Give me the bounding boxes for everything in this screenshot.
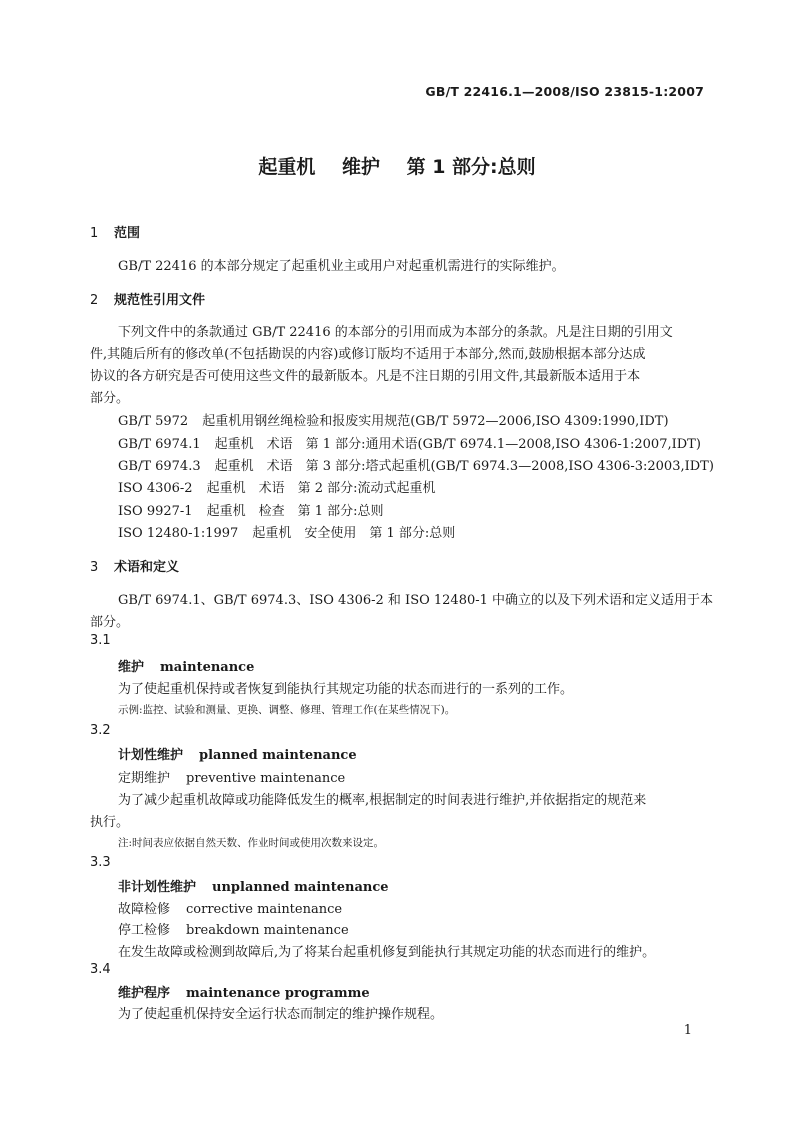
term-en: unplanned maintenance: [212, 880, 389, 895]
term-heading: [118, 982, 370, 1001]
term-example: 示例:监控、试验和测量、更换、调整、修理、管理工作(在某些情况下)。: [118, 704, 456, 716]
term-heading: [118, 876, 389, 895]
reference-title: 起重机 术语 第 3 部分:塔式起重机(GB/T 6974.3—2008,ISO 4306-3:2003,IDT): [214, 459, 714, 474]
term-number: 3.1: [90, 633, 111, 648]
term-heading: [118, 744, 357, 763]
reference-title: 起重机 检查 第 1 部分:总则: [206, 504, 384, 519]
term-synonym: [118, 767, 345, 786]
reference-doc: GB/T 6974.3: [118, 459, 201, 474]
page-title: [0, 152, 794, 179]
reference-doc: ISO 4306-2: [118, 481, 193, 496]
term-heading: [118, 656, 254, 675]
term-note: 注:时间表应依据自然天数、作业时间或使用次数来设定。: [118, 837, 385, 849]
page-number: 1: [683, 1023, 692, 1038]
title-part-2: 维护: [341, 156, 380, 178]
term-cn: 非计划性维护: [118, 880, 197, 895]
term-synonym: [118, 919, 349, 938]
reference-item: [118, 477, 436, 496]
reference-doc: GB/T 5972: [118, 414, 189, 429]
section-title: 术语和定义: [114, 560, 180, 575]
synonym-cn: 定期维护: [118, 771, 171, 786]
scope-text: GB/T 22416 的本部分规定了起重机业主或用户对起重机需进行的实际维护。: [118, 259, 565, 274]
section-number: 3: [90, 560, 99, 575]
synonym-en: corrective maintenance: [186, 902, 343, 917]
term-number: 3.2: [90, 723, 111, 738]
term-en: planned maintenance: [199, 748, 357, 763]
terms-intro-line: GB/T 6974.1、GB/T 6974.3、ISO 4306-2 和 ISO 12480-1 中确立的以及下列术语和定义适用于本: [118, 593, 714, 608]
term-number: 3.3: [90, 855, 111, 870]
term-definition: 为了使起重机保持安全运行状态而制定的维护操作规程。: [118, 1007, 444, 1022]
term-en: maintenance programme: [186, 986, 370, 1001]
section-number: 2: [90, 293, 99, 308]
term-synonym: [118, 898, 342, 917]
term-cn: 维护: [118, 660, 145, 675]
term-cn: 计划性维护: [118, 748, 184, 763]
section-3-heading: [90, 556, 179, 575]
reference-item: [118, 410, 669, 429]
title-part-3: 第 1 部分:总则: [406, 156, 536, 178]
synonym-en: breakdown maintenance: [186, 923, 349, 938]
normative-para-line: 件,其随后所有的修改单(不包括勘误的内容)或修订版均不适用于本部分,然而,鼓励根据本部分达成: [90, 347, 646, 362]
reference-item: [118, 455, 714, 474]
section-1-heading: [90, 222, 140, 241]
reference-title: 起重机 安全使用 第 1 部分:总则: [252, 526, 456, 541]
normative-para-line: 协议的各方研究是否可使用这些文件的最新版本。凡是不注日期的引用文件,其最新版本适用于本: [90, 369, 641, 384]
synonym-en: preventive maintenance: [186, 771, 346, 786]
normative-para-line: 部分。: [90, 391, 130, 406]
reference-title: 起重机 术语 第 2 部分:流动式起重机: [206, 481, 436, 496]
term-definition-line: 执行。: [90, 815, 130, 830]
reference-doc: GB/T 6974.1: [118, 437, 201, 452]
section-number: 1: [90, 226, 99, 241]
reference-item: [118, 433, 701, 452]
term-cn: 维护程序: [118, 986, 171, 1001]
synonym-cn: 故障检修: [118, 902, 171, 917]
term-definition: 在发生故障或检测到故障后,为了将某台起重机修复到能执行其规定功能的状态而进行的维护。: [118, 945, 656, 960]
synonym-cn: 停工检修: [118, 923, 171, 938]
reference-title: 起重机用钢丝绳检验和报废实用规范(GB/T 5972—2006,ISO 4309:1990,IDT): [202, 414, 669, 429]
standard-id: GB/T 22416.1—2008/ISO 23815-1:2007: [425, 84, 704, 99]
reference-item: [118, 522, 455, 541]
term-definition-line: 为了减少起重机故障或功能降低发生的概率,根据制定的时间表进行维护,并依据指定的规范来: [118, 793, 647, 808]
terms-intro-line: 部分。: [90, 615, 130, 630]
title-part-1: 起重机: [258, 156, 316, 178]
term-number: 3.4: [90, 962, 111, 977]
section-title: 规范性引用文件: [114, 293, 206, 308]
reference-doc: ISO 9927-1: [118, 504, 193, 519]
normative-para-line: 下列文件中的条款通过 GB/T 22416 的本部分的引用而成为本部分的条款。凡是注日期的引用文: [118, 325, 673, 340]
section-2-heading: [90, 289, 205, 308]
term-en: maintenance: [160, 660, 255, 675]
reference-doc: ISO 12480-1:1997: [118, 526, 239, 541]
reference-item: [118, 500, 384, 519]
reference-title: 起重机 术语 第 1 部分:通用术语(GB/T 6974.1—2008,ISO 4306-1:2007,IDT): [214, 437, 701, 452]
term-definition: 为了使起重机保持或者恢复到能执行其规定功能的状态而进行的一系列的工作。: [118, 682, 574, 697]
section-title: 范围: [114, 226, 141, 241]
